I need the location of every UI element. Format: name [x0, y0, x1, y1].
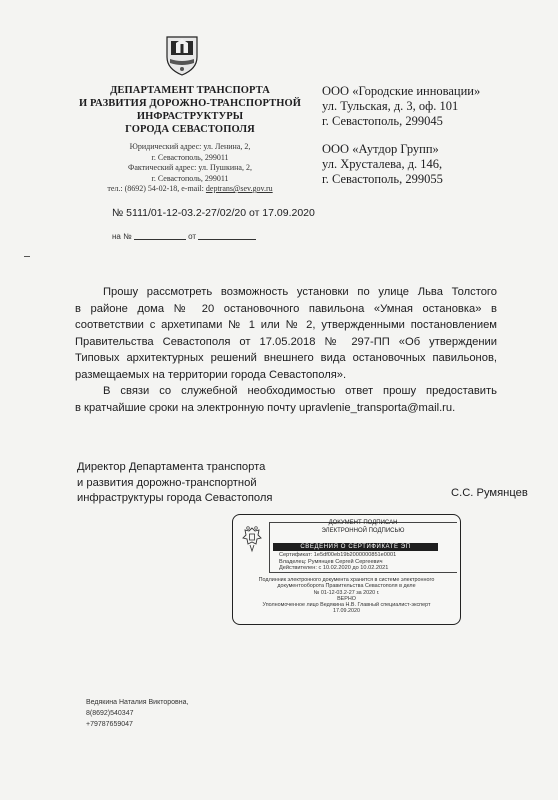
contacts-phone: тел.: (8692) 54-02-18, e-mail:: [107, 184, 204, 193]
body-line: В связи со служебной необходимостью ответ прошу предоставить: [103, 385, 497, 397]
stamp-divider: [269, 572, 457, 573]
reference-prefix: на №: [112, 232, 132, 241]
body-line: в районе дома № 20 остановочного павильона «Умная остановка» в: [75, 302, 497, 315]
executor-mobile: +79787659047: [86, 721, 133, 728]
signatory-position-line: и развития дорожно-транспортной: [77, 476, 257, 489]
contacts-line: [90, 184, 290, 195]
signatory-position-line: Директор Департамента транспорта: [77, 461, 266, 473]
executor-name: Ведякина Наталия Викторовна,: [86, 699, 189, 706]
certificate-line: Действителен: с 10.02.2020 до 10.02.2021: [279, 565, 389, 572]
body-line: Правительства Севастополя от 17.05.2018 № 297-ПП «Об утверждении: [75, 335, 497, 348]
dept-line: ГОРОДА СЕВАСТОПОЛЯ: [125, 124, 255, 135]
reference-number-blank: [134, 239, 186, 240]
actual-address: Фактический адрес: ул. Пушкина, 2,: [128, 163, 252, 172]
certificate-line: Владелец: Румянцев Сергей Сергеевич: [279, 558, 383, 565]
stamp-storage-note: [237, 577, 456, 615]
recipient-1-city: г. Севастополь, 299045: [322, 114, 443, 128]
recipient-1-name: ООО «Городские инновации»: [322, 84, 481, 98]
reference-line: [112, 232, 256, 241]
signatory-position-line: инфраструктуры города Севастополя: [77, 492, 273, 504]
legal-address-city: г. Севастополь, 299011: [151, 152, 229, 162]
legal-address: Юридический адрес: ул. Ленина, 2,: [129, 142, 251, 151]
body-line: размещаемых на территории города Севастополя».: [75, 368, 347, 381]
body-paragraph-2: [75, 383, 497, 416]
body-line: Типовых архитектурных решений внешнего вида остановочных павильонов,: [75, 352, 497, 365]
signatory-name: С.С. Румянцев: [451, 487, 528, 499]
electronic-signature-stamp: [232, 514, 461, 625]
russian-coat-of-arms-icon: [241, 525, 263, 553]
stamp-divider: [269, 523, 270, 573]
recipient-2-city: г. Севастополь, 299055: [322, 172, 443, 186]
recipient-2-street: ул. Хрусталева, д. 146,: [322, 157, 443, 171]
body-line: Прошу рассмотреть возможность установки по улице Льва Толстого: [103, 286, 497, 298]
reference-from: от: [188, 232, 197, 241]
storage-line: 17.09.2020: [333, 608, 360, 615]
certificate-line: Сертификат: 1e5df00eb19b2000000851e0001: [279, 552, 397, 558]
dept-line: ДЕПАРТАМЕНТ ТРАНСПОРТА: [110, 85, 270, 96]
signatory-position: [77, 460, 272, 507]
storage-line: Уполномоченное лицо Ведякина Н.В. Главный специалист-эксперт: [262, 602, 431, 609]
stamp-subtitle: ЭЛЕКТРОННОЙ ПОДПИСЬЮ: [321, 528, 405, 534]
sender-address-block: [90, 142, 290, 195]
body-line: в кратчайшие сроки на электронную почту upravlenie_transporta@mail.ru.: [75, 401, 456, 414]
sender-email-link[interactable]: deptrans@sev.gov.ru: [205, 184, 273, 193]
certificate-header: СВЕДЕНИЯ О СЕРТИФИКАТЕ ЭП: [273, 543, 438, 551]
actual-address-city: г. Севастополь, 299011: [151, 173, 229, 183]
executor-phone: 8(8692)540347: [86, 710, 134, 717]
certificate-details: [279, 552, 434, 572]
dept-line: И РАЗВИТИЯ ДОРОЖНО-ТРАНСПОРТНОЙ: [78, 98, 302, 109]
recipient-1: [322, 84, 480, 129]
registration-number: № 5111/01-12-03.2-27/02/20 от 17.09.2020: [112, 207, 315, 219]
body-line: соответствии с архетипами № 1 или № 2, утвержденными постановлением: [75, 319, 497, 332]
sender-department-name: [78, 84, 302, 136]
margin-mark: [24, 256, 30, 257]
storage-line: документооборота Правительства Севастополя в деле: [277, 583, 416, 590]
recipient-1-street: ул. Тульская, д. 3, оф. 101: [322, 99, 459, 113]
body-paragraph-1: [75, 284, 497, 384]
executor-info: [86, 697, 188, 730]
storage-line: Подлинник электронного документа хранится в системе электронного: [258, 577, 435, 583]
storage-line: № 01-12-03.2-27 за 2020 г.: [313, 589, 380, 596]
reference-date-blank: [198, 239, 256, 240]
stamp-title: ДОКУМЕНТ ПОДПИСАН: [328, 520, 398, 526]
sevastopol-emblem-icon: [164, 33, 200, 77]
storage-line: ВЕРНО: [337, 595, 356, 602]
recipient-2: [322, 142, 443, 187]
recipient-2-name: ООО «Аутдор Групп»: [322, 142, 439, 156]
dept-line: ИНФРАСТРУКТУРЫ: [136, 111, 244, 122]
